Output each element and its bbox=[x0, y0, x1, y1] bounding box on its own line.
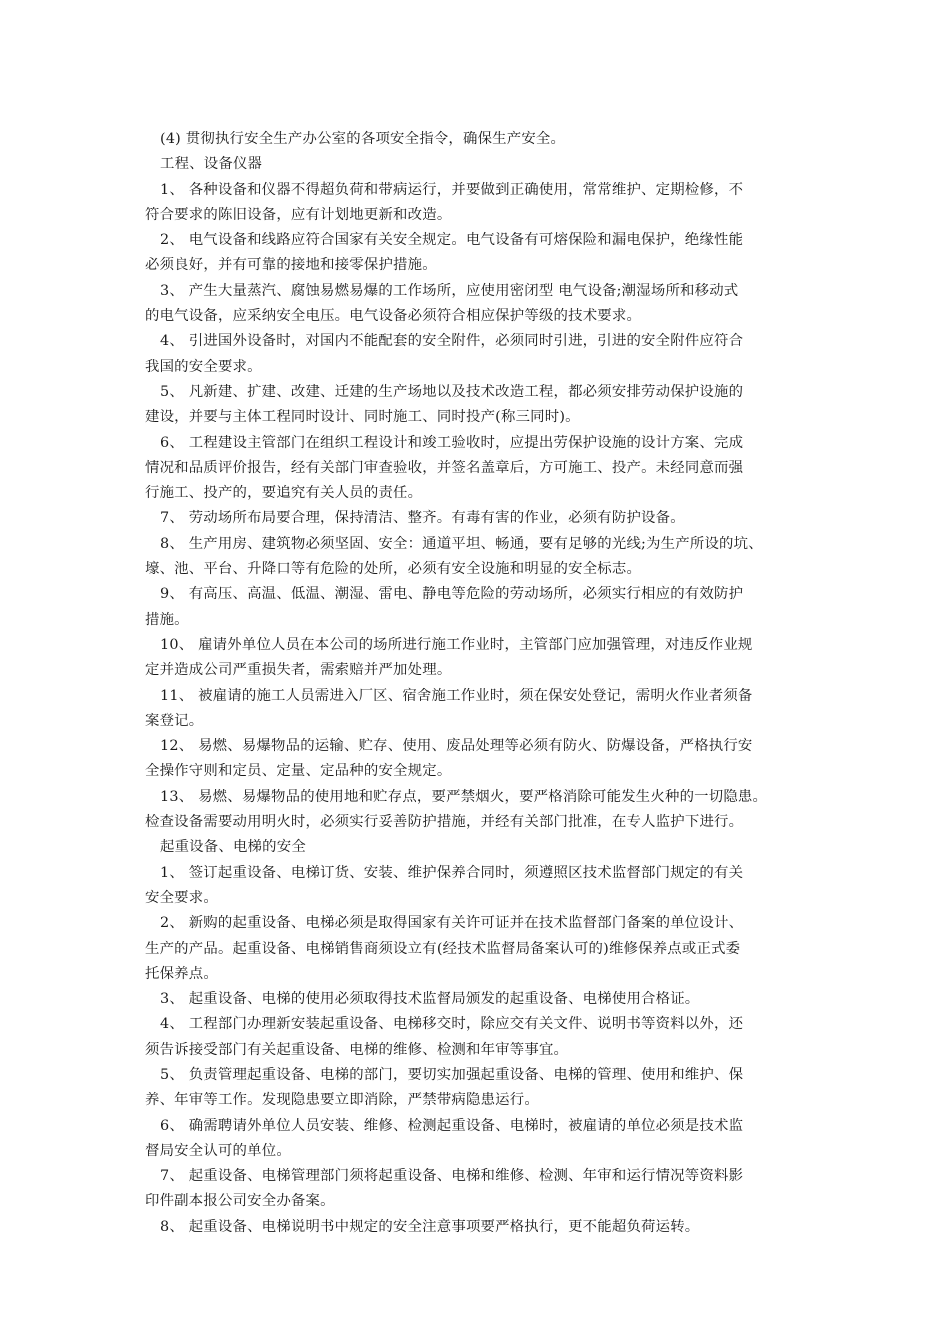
text-line: 2、 新购的起重设备、电梯必须是取得国家有关许可证并在技术监督部门备案的单位设计、 bbox=[160, 915, 744, 932]
text-line: 行施工、投产的，要追究有关人员的责任。 bbox=[145, 485, 423, 502]
text-line: 工程、设备仪器 bbox=[160, 156, 263, 173]
text-line: 养、年审等工作。发现隐患要立即消除，严禁带病隐患运行。 bbox=[145, 1092, 539, 1109]
text-line: 5、 凡新建、扩建、改建、迁建的生产场地以及技术改造工程，都必须安排劳动保护设施的 bbox=[160, 383, 744, 400]
text-line: 我国的安全要求。 bbox=[145, 358, 262, 375]
text-line: 必须良好，并有可靠的接地和接零保护措施。 bbox=[145, 257, 437, 274]
text-line: 生产的产品。起重设备、电梯销售商须设立有(经技术监督局备案认可的)维修保养点或正式委 bbox=[145, 940, 741, 957]
text-line: 须告诉接受部门有关起重设备、电梯的维修、检测和年审等事宜。 bbox=[145, 1041, 569, 1058]
text-line: 13、 易燃、易爆物品的使用地和贮存点，要严禁烟火，要严格消除可能发生火种的一切隐患。 bbox=[160, 788, 768, 805]
text-line: 起重设备、电梯的安全 bbox=[160, 839, 306, 856]
text-line: 托保养点。 bbox=[145, 965, 218, 982]
text-line: 安全要求。 bbox=[145, 889, 218, 906]
text-line: 3、 起重设备、电梯的使用必须取得技术监督局颁发的起重设备、电梯使用合格证。 bbox=[160, 991, 700, 1008]
text-line: 定并造成公司严重损失者，需索赔并严加处理。 bbox=[145, 662, 452, 679]
text-line: 8、 生产用房、建筑物必须坚固、安全：通道平坦、畅通，要有足够的光线;为生产所设的坑、 bbox=[160, 535, 763, 552]
text-line: 2、 电气设备和线路应符合国家有关安全规定。电气设备有可熔保险和漏电保护，绝缘性能 bbox=[160, 232, 744, 249]
document-body bbox=[145, 127, 805, 1240]
text-line: 9、 有高压、高温、低温、潮湿、雷电、静电等危险的劳动场所，必须实行相应的有效防护 bbox=[160, 586, 744, 603]
text-line: 检查设备需要动用明火时，必须实行妥善防护措施，并经有关部门批准，在专人监护下进行。 bbox=[145, 814, 744, 831]
text-line: 11、 被雇请的施工人员需进入厂区、宿舍施工作业时，须在保安处登记，需明火作业者须备 bbox=[160, 687, 753, 704]
text-line: 壕、池、平台、升降口等有危险的处所，必须有安全设施和明显的安全标志。 bbox=[145, 561, 642, 578]
text-line: 5、 负责管理起重设备、电梯的部门，要切实加强起重设备、电梯的管理、使用和维护、保 bbox=[160, 1066, 744, 1083]
text-line: 12、 易燃、易爆物品的运输、贮存、使用、废品处理等必须有防火、防爆设备，严格执行安 bbox=[160, 738, 753, 755]
text-line: 8、 起重设备、电梯说明书中规定的安全注意事项要严格执行，更不能超负荷运转。 bbox=[160, 1218, 700, 1235]
text-line: 4、 引进国外设备时，对国内不能配套的安全附件，必须同时引进，引进的安全附件应符合 bbox=[160, 333, 744, 350]
text-line: 4、 工程部门办理新安装起重设备、电梯移交时，除应交有关文件、说明书等资料以外，还 bbox=[160, 1016, 744, 1033]
text-line: 3、 产生大量蒸汽、腐蚀易燃易爆的工作场所，应使用密闭型 电气设备;潮湿场所和移动式 bbox=[160, 282, 739, 299]
text-line: 7、 起重设备、电梯管理部门须将起重设备、电梯和维修、检测、年审和运行情况等资料影 bbox=[160, 1168, 744, 1185]
text-line: 印件副本报公司安全办备案。 bbox=[145, 1193, 335, 1210]
text-line: 6、 工程建设主管部门在组织工程设计和竣工验收时，应提出劳保护设施的设计方案、完成 bbox=[160, 434, 744, 451]
text-line: 的电气设备，应采纳安全电压。电气设备必须符合相应保护等级的技术要求。 bbox=[145, 308, 642, 325]
text-line: 1、 各种设备和仪器不得超负荷和带病运行，并要做到正确使用，常常维护、定期检修，不 bbox=[160, 181, 744, 198]
text-line: 督局安全认可的单位。 bbox=[145, 1142, 291, 1159]
text-line: (4) 贯彻执行安全生产办公室的各项安全指令，确保生产安全。 bbox=[160, 131, 566, 147]
text-line: 全操作守则和定员、定量、定品种的安全规定。 bbox=[145, 763, 452, 780]
text-line: 情况和品质评价报告，经有关部门审查验收，并签名盖章后，方可施工、投产。未经同意而强 bbox=[145, 459, 744, 476]
text-line: 7、 劳动场所布局要合理，保持清洁、整齐。有毒有害的作业，必须有防护设备。 bbox=[160, 510, 685, 527]
text-line: 案登记。 bbox=[145, 712, 204, 729]
text-line: 6、 确需聘请外单位人员安装、维修、检测起重设备、电梯时，被雇请的单位必须是技术监 bbox=[160, 1117, 744, 1134]
text-line: 措施。 bbox=[145, 611, 189, 628]
text-line: 建设，并要与主体工程同时设计、同时施工、同时投产(称三同时)。 bbox=[145, 409, 580, 426]
text-line: 符合要求的陈旧设备，应有计划地更新和改造。 bbox=[145, 206, 452, 223]
text-line: 1、 签订起重设备、电梯订货、安装、维护保养合同时，须遵照区技术监督部门规定的有关 bbox=[160, 864, 744, 881]
text-line: 10、 雇请外单位人员在本公司的场所进行施工作业时，主管部门应加强管理，对违反作业规 bbox=[160, 636, 753, 653]
